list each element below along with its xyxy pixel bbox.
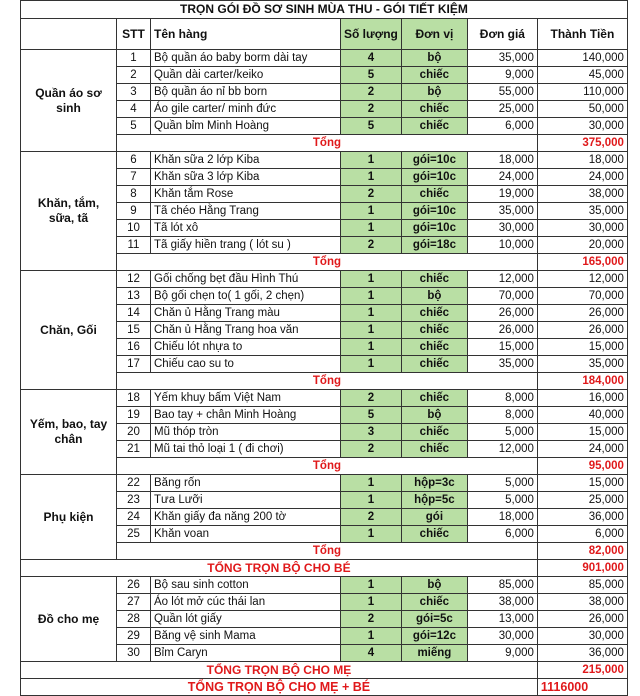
item-name-cell: Bộ quần áo nỉ bb born <box>151 84 341 101</box>
line-total-cell: 45,000 <box>537 67 627 84</box>
item-name-cell: Bộ sau sinh cotton <box>151 577 341 594</box>
unit-cell: gói=10c <box>401 152 467 169</box>
item-name-cell: Mũ thóp tròn <box>151 424 341 441</box>
qty-cell: 2 <box>341 84 402 101</box>
category-cell: Khăn, tắm, sữa, tã <box>21 152 117 271</box>
line-total-cell: 36,000 <box>537 509 627 526</box>
stt-cell: 11 <box>117 237 151 254</box>
stt-cell: 12 <box>117 271 151 288</box>
price-cell: 24,000 <box>467 169 537 186</box>
unit-cell: bộ <box>401 288 467 305</box>
line-total-cell: 70,000 <box>537 288 627 305</box>
table-row <box>21 271 628 288</box>
unit-cell: chiếc <box>401 271 467 288</box>
unit-cell: chiếc <box>401 118 467 135</box>
price-cell: 8,000 <box>467 390 537 407</box>
item-name-cell: Mũ tai thỏ loại 1 ( đi chơi) <box>151 441 341 458</box>
qty-cell: 5 <box>341 118 402 135</box>
line-total-cell: 26,000 <box>537 322 627 339</box>
line-total-cell: 16,000 <box>537 390 627 407</box>
stt-cell: 7 <box>117 169 151 186</box>
stt-cell: 28 <box>117 611 151 628</box>
qty-cell: 2 <box>341 509 402 526</box>
unit-cell: gói=18c <box>401 237 467 254</box>
stt-cell: 22 <box>117 475 151 492</box>
unit-cell: miếng <box>401 645 467 662</box>
price-cell: 12,000 <box>467 271 537 288</box>
stt-cell: 25 <box>117 526 151 543</box>
baby-grand-total-value: 901,000 <box>537 560 627 577</box>
qty-cell: 1 <box>341 169 402 186</box>
header-unit: Đơn vị <box>401 19 467 50</box>
subtotal-value: 82,000 <box>537 543 627 560</box>
stt-cell: 5 <box>117 118 151 135</box>
unit-cell: chiếc <box>401 305 467 322</box>
price-cell: 13,000 <box>467 611 537 628</box>
item-name-cell: Tã chéo Hằng Trang <box>151 203 341 220</box>
unit-cell: bộ <box>401 84 467 101</box>
item-name-cell: Băng rốn <box>151 475 341 492</box>
unit-cell: chiếc <box>401 526 467 543</box>
unit-cell: gói=10c <box>401 169 467 186</box>
subtotal-value: 95,000 <box>537 458 627 475</box>
stt-cell: 16 <box>117 339 151 356</box>
line-total-cell: 15,000 <box>537 475 627 492</box>
mother-grand-total-value: 215,000 <box>537 662 627 679</box>
price-cell: 5,000 <box>467 492 537 509</box>
stt-cell: 4 <box>117 101 151 118</box>
price-cell: 35,000 <box>467 50 537 67</box>
price-cell: 5,000 <box>467 475 537 492</box>
unit-cell: hộp=5c <box>401 492 467 509</box>
price-cell: 8,000 <box>467 407 537 424</box>
table-row <box>21 475 628 492</box>
item-name-cell: Tưa Lưỡi <box>151 492 341 509</box>
unit-cell: gói=5c <box>401 611 467 628</box>
stt-cell: 26 <box>117 577 151 594</box>
table-row <box>21 390 628 407</box>
line-total-cell: 30,000 <box>537 628 627 645</box>
qty-cell: 3 <box>341 424 402 441</box>
price-cell: 5,000 <box>467 424 537 441</box>
line-total-cell: 30,000 <box>537 220 627 237</box>
item-name-cell: Bao tay + chân Minh Hoàng <box>151 407 341 424</box>
line-total-cell: 140,000 <box>537 50 627 67</box>
item-name-cell: Khăn sữa 2 lớp Kiba <box>151 152 341 169</box>
line-total-cell: 15,000 <box>537 424 627 441</box>
stt-cell: 9 <box>117 203 151 220</box>
subtotal-label: Tổng <box>117 543 538 560</box>
subtotal-value: 184,000 <box>537 373 627 390</box>
stt-cell: 30 <box>117 645 151 662</box>
item-name-cell: Tã lót xô <box>151 220 341 237</box>
qty-cell: 4 <box>341 50 402 67</box>
item-name-cell: Chiếu cao su to <box>151 356 341 373</box>
qty-cell: 2 <box>341 611 402 628</box>
price-cell: 6,000 <box>467 118 537 135</box>
item-name-cell: Áo gile carter/ minh đức <box>151 101 341 118</box>
unit-cell: chiếc <box>401 186 467 203</box>
line-total-cell: 24,000 <box>537 169 627 186</box>
qty-cell: 1 <box>341 577 402 594</box>
category-cell: Đồ cho mẹ <box>21 577 117 662</box>
qty-cell: 1 <box>341 305 402 322</box>
price-cell: 55,000 <box>467 84 537 101</box>
final-grand-total-value: 1116000 <box>537 679 627 696</box>
stt-cell: 8 <box>117 186 151 203</box>
item-name-cell: Khăn giấy đa năng 200 tờ <box>151 509 341 526</box>
stt-cell: 1 <box>117 50 151 67</box>
qty-cell: 2 <box>341 237 402 254</box>
qty-cell: 1 <box>341 526 402 543</box>
stt-cell: 14 <box>117 305 151 322</box>
unit-cell: bộ <box>401 577 467 594</box>
price-cell: 26,000 <box>467 322 537 339</box>
stt-cell: 29 <box>117 628 151 645</box>
item-name-cell: Khăn tắm Rose <box>151 186 341 203</box>
baby-grand-total-row <box>21 560 628 577</box>
item-name-cell: Quần dài carter/keiko <box>151 67 341 84</box>
qty-cell: 1 <box>341 322 402 339</box>
unit-cell: chiếc <box>401 356 467 373</box>
price-cell: 6,000 <box>467 526 537 543</box>
unit-cell: gói=10c <box>401 220 467 237</box>
line-total-cell: 35,000 <box>537 356 627 373</box>
stt-cell: 6 <box>117 152 151 169</box>
line-total-cell: 12,000 <box>537 271 627 288</box>
price-cell: 70,000 <box>467 288 537 305</box>
line-total-cell: 35,000 <box>537 203 627 220</box>
item-name-cell: Yếm khuy bấm Việt Nam <box>151 390 341 407</box>
item-name-cell: Quần bỉm Minh Hoàng <box>151 118 341 135</box>
line-total-cell: 36,000 <box>537 645 627 662</box>
stt-cell: 21 <box>117 441 151 458</box>
baby-grand-total-label: TỔNG TRỌN BỘ CHO BÉ <box>21 560 538 577</box>
item-name-cell: Chiếu lót nhựa to <box>151 339 341 356</box>
line-total-cell: 6,000 <box>537 526 627 543</box>
mother-grand-total-row <box>21 662 628 679</box>
qty-cell: 1 <box>341 492 402 509</box>
stt-cell: 20 <box>117 424 151 441</box>
qty-cell: 1 <box>341 203 402 220</box>
category-cell: Phụ kiện <box>21 475 117 560</box>
category-cell: Chăn, Gối <box>21 271 117 390</box>
header-category <box>21 19 117 50</box>
price-cell: 10,000 <box>467 237 537 254</box>
item-name-cell: Khăn sữa 3 lớp Kiba <box>151 169 341 186</box>
line-total-cell: 15,000 <box>537 339 627 356</box>
qty-cell: 4 <box>341 645 402 662</box>
stt-cell: 19 <box>117 407 151 424</box>
price-cell: 35,000 <box>467 203 537 220</box>
table-title: TRỌN GÓI ĐỒ SƠ SINH MÙA THU - GÓI TIẾT KIỆM <box>21 1 628 19</box>
price-cell: 26,000 <box>467 305 537 322</box>
stt-cell: 15 <box>117 322 151 339</box>
mother-grand-total-label: TỔNG TRỌN BỘ CHO MẸ <box>21 662 538 679</box>
category-cell: Yếm, bao, tay chân <box>21 390 117 475</box>
price-cell: 30,000 <box>467 220 537 237</box>
price-cell: 12,000 <box>467 441 537 458</box>
item-name-cell: Chăn ủ Hằng Trang hoa văn <box>151 322 341 339</box>
stt-cell: 17 <box>117 356 151 373</box>
price-cell: 19,000 <box>467 186 537 203</box>
price-cell: 18,000 <box>467 509 537 526</box>
item-name-cell: Chăn ủ Hằng Trang màu <box>151 305 341 322</box>
qty-cell: 1 <box>341 594 402 611</box>
line-total-cell: 38,000 <box>537 186 627 203</box>
item-name-cell: Bộ quần áo baby borm dài tay <box>151 50 341 67</box>
table-row <box>21 577 628 594</box>
unit-cell: chiếc <box>401 339 467 356</box>
price-cell: 18,000 <box>467 152 537 169</box>
qty-cell: 1 <box>341 475 402 492</box>
item-name-cell: Quần lót giấy <box>151 611 341 628</box>
item-name-cell: Gối chống bẹt đầu Hình Thú <box>151 271 341 288</box>
line-total-cell: 25,000 <box>537 492 627 509</box>
header-name: Tên hàng <box>151 19 341 50</box>
header-stt: STT <box>117 19 151 50</box>
subtotal-label: Tổng <box>117 254 538 271</box>
subtotal-label: Tổng <box>117 135 538 152</box>
stt-cell: 27 <box>117 594 151 611</box>
unit-cell: chiếc <box>401 101 467 118</box>
line-total-cell: 110,000 <box>537 84 627 101</box>
item-name-cell: Băng vệ sinh Mama <box>151 628 341 645</box>
price-cell: 30,000 <box>467 628 537 645</box>
price-cell: 9,000 <box>467 67 537 84</box>
table-row <box>21 152 628 169</box>
unit-cell: gói <box>401 509 467 526</box>
line-total-cell: 38,000 <box>537 594 627 611</box>
category-cell: Quần áo sơ sinh <box>21 50 117 152</box>
item-name-cell: Áo lót mở cúc thái lan <box>151 594 341 611</box>
line-total-cell: 26,000 <box>537 305 627 322</box>
stt-cell: 3 <box>117 84 151 101</box>
unit-cell: chiếc <box>401 67 467 84</box>
stt-cell: 2 <box>117 67 151 84</box>
stt-cell: 10 <box>117 220 151 237</box>
line-total-cell: 20,000 <box>537 237 627 254</box>
unit-cell: chiếc <box>401 322 467 339</box>
qty-cell: 1 <box>341 339 402 356</box>
unit-cell: chiếc <box>401 594 467 611</box>
price-cell: 9,000 <box>467 645 537 662</box>
line-total-cell: 26,000 <box>537 611 627 628</box>
unit-cell: gói=10c <box>401 203 467 220</box>
price-cell: 15,000 <box>467 339 537 356</box>
subtotal-label: Tổng <box>117 373 538 390</box>
qty-cell: 1 <box>341 271 402 288</box>
price-cell: 85,000 <box>467 577 537 594</box>
line-total-cell: 40,000 <box>537 407 627 424</box>
qty-cell: 1 <box>341 152 402 169</box>
qty-cell: 1 <box>341 356 402 373</box>
price-cell: 25,000 <box>467 101 537 118</box>
line-total-cell: 85,000 <box>537 577 627 594</box>
final-grand-total-row <box>21 679 628 696</box>
unit-cell: hộp=3c <box>401 475 467 492</box>
final-grand-total-label: TỔNG TRỌN BỘ CHO MẸ + BÉ <box>21 679 538 696</box>
header-total: Thành Tiền <box>537 19 627 50</box>
unit-cell: chiếc <box>401 424 467 441</box>
price-cell: 38,000 <box>467 594 537 611</box>
header-qty: Số lượng <box>341 19 402 50</box>
subtotal-value: 165,000 <box>537 254 627 271</box>
unit-cell: gói=12c <box>401 628 467 645</box>
line-total-cell: 30,000 <box>537 118 627 135</box>
subtotal-value: 375,000 <box>537 135 627 152</box>
qty-cell: 1 <box>341 220 402 237</box>
unit-cell: chiếc <box>401 390 467 407</box>
subtotal-label: Tổng <box>117 458 538 475</box>
line-total-cell: 18,000 <box>537 152 627 169</box>
qty-cell: 1 <box>341 288 402 305</box>
item-name-cell: Bộ gối chẹn to( 1 gối, 2 chẹn) <box>151 288 341 305</box>
stt-cell: 23 <box>117 492 151 509</box>
item-name-cell: Khăn voan <box>151 526 341 543</box>
item-name-cell: Tã giấy hiền trang ( lót su ) <box>151 237 341 254</box>
qty-cell: 5 <box>341 67 402 84</box>
unit-cell: chiếc <box>401 441 467 458</box>
header-row <box>21 19 628 50</box>
qty-cell: 1 <box>341 628 402 645</box>
unit-cell: bộ <box>401 50 467 67</box>
line-total-cell: 24,000 <box>537 441 627 458</box>
qty-cell: 2 <box>341 390 402 407</box>
stt-cell: 13 <box>117 288 151 305</box>
qty-cell: 5 <box>341 407 402 424</box>
price-cell: 35,000 <box>467 356 537 373</box>
qty-cell: 2 <box>341 186 402 203</box>
table-row <box>21 50 628 67</box>
item-name-cell: Bỉm Caryn <box>151 645 341 662</box>
stt-cell: 24 <box>117 509 151 526</box>
header-price: Đơn giá <box>467 19 537 50</box>
line-total-cell: 50,000 <box>537 101 627 118</box>
price-table <box>20 0 628 696</box>
unit-cell: bộ <box>401 407 467 424</box>
qty-cell: 2 <box>341 441 402 458</box>
stt-cell: 18 <box>117 390 151 407</box>
qty-cell: 2 <box>341 101 402 118</box>
title-row <box>21 1 628 19</box>
